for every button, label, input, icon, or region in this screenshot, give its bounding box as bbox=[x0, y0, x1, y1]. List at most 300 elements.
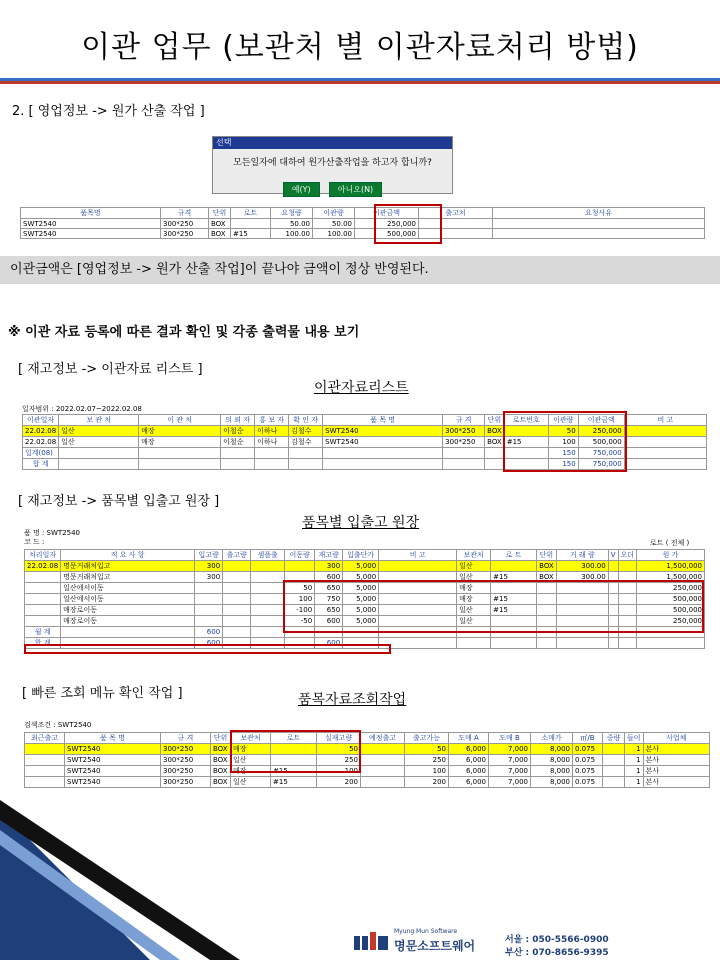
cell: 250,000 bbox=[355, 219, 419, 229]
report-title: 이관자료리스트 bbox=[314, 380, 409, 396]
cell bbox=[457, 638, 491, 649]
cell bbox=[195, 594, 223, 605]
cell: 150 bbox=[548, 459, 578, 470]
cell: 300*250 bbox=[443, 426, 485, 437]
col-header: 로 트 bbox=[491, 550, 537, 561]
cell: 50 bbox=[548, 426, 578, 437]
cell bbox=[624, 437, 706, 448]
table-row[interactable] bbox=[25, 755, 710, 766]
cell bbox=[25, 766, 65, 777]
cell: 8,000 bbox=[531, 766, 573, 777]
cell: 22.02.08 bbox=[23, 437, 59, 448]
cell: 100 bbox=[317, 766, 361, 777]
phone-busan: 부산 : 070-8656-9395 bbox=[505, 948, 609, 958]
cell: 100.00 bbox=[271, 229, 313, 239]
section-cost-calc: 2. [ 영업정보 -> 원가 산출 작업 ] bbox=[12, 104, 205, 119]
col-header: 품목명 bbox=[21, 208, 161, 219]
cell bbox=[251, 594, 285, 605]
col-header: 오더 bbox=[618, 550, 637, 561]
cell: 일산 bbox=[457, 561, 491, 572]
cell bbox=[59, 448, 139, 459]
cell: BOX bbox=[209, 219, 231, 229]
cell bbox=[25, 777, 65, 788]
phone-seoul: 서울 : 050-5566-0900 bbox=[505, 935, 609, 945]
cell bbox=[618, 638, 637, 649]
info-note: 이관금액은 [영업정보 -> 원가 산출 작업]이 끝나야 금액이 정상 반영된다. bbox=[0, 256, 720, 284]
cell: 150 bbox=[548, 448, 578, 459]
cell: 7,000 bbox=[489, 777, 531, 788]
highlight-box bbox=[230, 730, 361, 773]
cell: 합 계 bbox=[23, 459, 59, 470]
col-header: 이관금액 bbox=[355, 208, 419, 219]
cell: 이하나 bbox=[255, 426, 289, 437]
cell bbox=[603, 766, 625, 777]
cell: 일계(08) bbox=[23, 448, 59, 459]
cell bbox=[537, 638, 557, 649]
cell bbox=[251, 605, 285, 616]
cell bbox=[361, 744, 405, 755]
col-header: 요청사유 bbox=[493, 208, 705, 219]
col-header: 출고가능 bbox=[405, 733, 449, 744]
cell bbox=[139, 459, 221, 470]
col-header: 로트 bbox=[271, 733, 317, 744]
cell: #15 bbox=[271, 766, 317, 777]
cell: 250 bbox=[405, 755, 449, 766]
cell bbox=[255, 459, 289, 470]
cell: 매장로이동 bbox=[61, 605, 195, 616]
confirm-dialog bbox=[212, 136, 453, 194]
cell bbox=[493, 219, 705, 229]
cell: 500,000 bbox=[578, 437, 624, 448]
col-header: 단위 bbox=[211, 733, 231, 744]
cell: SWT2540 bbox=[323, 437, 443, 448]
cell: 300 bbox=[195, 572, 223, 583]
col-header: 실재고량 bbox=[317, 733, 361, 744]
cell: 1 bbox=[625, 766, 644, 777]
col-header: 확 인 자 bbox=[289, 415, 323, 426]
cell: BOX bbox=[485, 426, 505, 437]
cell bbox=[195, 605, 223, 616]
table-row[interactable] bbox=[21, 229, 705, 239]
cell: 300 bbox=[315, 561, 343, 572]
cell: 이철순 bbox=[221, 437, 255, 448]
col-header: 단위 bbox=[485, 415, 505, 426]
cell: SWT2540 bbox=[65, 744, 161, 755]
col-header: 최근출고 bbox=[25, 733, 65, 744]
cell: 매장 bbox=[231, 744, 271, 755]
cell: 300*250 bbox=[161, 744, 211, 755]
cell bbox=[379, 561, 457, 572]
cell: 50.00 bbox=[271, 219, 313, 229]
cell: 600 bbox=[195, 627, 223, 638]
cell: BOX bbox=[209, 229, 231, 239]
cell: #15 bbox=[231, 229, 271, 239]
cell: #15 bbox=[491, 605, 537, 616]
cell: 일산 bbox=[59, 426, 139, 437]
col-header: 재고량 bbox=[315, 550, 343, 561]
cell: 0.075 bbox=[573, 777, 603, 788]
cell: 7,000 bbox=[489, 744, 531, 755]
dialog-message: 모든일자에 대하여 원가산출작업을 하고자 합니까? bbox=[233, 158, 432, 168]
cell: 250,000 bbox=[637, 616, 705, 627]
cell: 일산에서이동 bbox=[61, 594, 195, 605]
cell: 650 bbox=[315, 605, 343, 616]
col-header: 사업체 bbox=[643, 733, 709, 744]
report-title: 품목별 입출고 원장 bbox=[302, 515, 420, 531]
cell: 월 계 bbox=[25, 627, 61, 638]
table-row[interactable] bbox=[25, 777, 710, 788]
cell: SWT2540 bbox=[65, 777, 161, 788]
cell: 300*250 bbox=[161, 229, 209, 239]
section-headline: ※ 이관 자료 등록에 따른 결과 확인 및 각종 출력물 내용 보기 bbox=[8, 325, 360, 340]
cell bbox=[231, 219, 271, 229]
cell bbox=[603, 777, 625, 788]
col-header: V bbox=[608, 550, 618, 561]
col-header: 이관일자 bbox=[23, 415, 59, 426]
cell bbox=[223, 627, 251, 638]
cell bbox=[624, 448, 706, 459]
cell: BOX bbox=[485, 437, 505, 448]
cell bbox=[25, 572, 61, 583]
cell: 일산 bbox=[59, 437, 139, 448]
cell bbox=[624, 426, 706, 437]
cell: 매장 bbox=[457, 583, 491, 594]
cell: 300.00 bbox=[556, 572, 608, 583]
col-header: 보관처 bbox=[457, 550, 491, 561]
table-row[interactable] bbox=[21, 219, 705, 229]
cell: 명문거래처입고 bbox=[61, 561, 195, 572]
col-header: 원 가 bbox=[637, 550, 705, 561]
ledger-lot: 로트 ( 전체 ) bbox=[650, 539, 690, 547]
cell bbox=[485, 459, 505, 470]
cell: 본사 bbox=[643, 755, 709, 766]
cell: 300*250 bbox=[161, 766, 211, 777]
cell bbox=[603, 744, 625, 755]
cell bbox=[361, 766, 405, 777]
col-header: 홍 보 자 bbox=[255, 415, 289, 426]
cell bbox=[608, 561, 618, 572]
cell: 본사 bbox=[643, 744, 709, 755]
cell: BOX bbox=[211, 777, 231, 788]
cell bbox=[195, 583, 223, 594]
col-header: 규 격 bbox=[161, 733, 211, 744]
cell bbox=[25, 616, 61, 627]
col-header: 비 고 bbox=[624, 415, 706, 426]
cell: BOX bbox=[211, 766, 231, 777]
col-header: 보관처 bbox=[231, 733, 271, 744]
cell: 5,000 bbox=[343, 605, 379, 616]
cell bbox=[361, 777, 405, 788]
cell bbox=[223, 583, 251, 594]
cell: 1 bbox=[625, 777, 644, 788]
cell: 본사 bbox=[643, 766, 709, 777]
cell: 600 bbox=[315, 572, 343, 583]
cell: SWT2540 bbox=[21, 229, 161, 239]
col-header: 들이 bbox=[625, 733, 644, 744]
cell: 김철수 bbox=[289, 426, 323, 437]
cell: 300*250 bbox=[161, 219, 209, 229]
cell bbox=[289, 448, 323, 459]
cell: 이철순 bbox=[221, 426, 255, 437]
cell bbox=[61, 627, 195, 638]
col-header: 입고량 bbox=[195, 550, 223, 561]
cell: 250,000 bbox=[637, 583, 705, 594]
cell bbox=[618, 561, 637, 572]
col-header: 중량 bbox=[603, 733, 625, 744]
col-header: 예정출고 bbox=[361, 733, 405, 744]
company-logo-icon bbox=[354, 932, 390, 952]
cell: 50.00 bbox=[313, 219, 355, 229]
cell: #15 bbox=[491, 594, 537, 605]
cell: SWT2540 bbox=[21, 219, 161, 229]
cell: 300.00 bbox=[556, 561, 608, 572]
col-header: 단위 bbox=[209, 208, 231, 219]
cell: 6,000 bbox=[449, 777, 489, 788]
cell bbox=[59, 459, 139, 470]
date-range: 일자범위 : 2022.02.07~2022.02.08 bbox=[22, 405, 142, 413]
cell bbox=[25, 583, 61, 594]
cell: #15 bbox=[491, 572, 537, 583]
highlight-box bbox=[24, 644, 391, 654]
cell bbox=[223, 594, 251, 605]
cell: 50 bbox=[317, 744, 361, 755]
col-header: 처리일자 bbox=[25, 550, 61, 561]
cell: 100 bbox=[548, 437, 578, 448]
cell bbox=[491, 638, 537, 649]
col-header: ㎡/B bbox=[573, 733, 603, 744]
cell bbox=[608, 638, 618, 649]
logo-en: Myung Mun Software bbox=[394, 928, 458, 935]
cell: 5,000 bbox=[343, 616, 379, 627]
cell: 1 bbox=[625, 744, 644, 755]
cell bbox=[25, 594, 61, 605]
cell bbox=[491, 561, 537, 572]
decorative-stripes bbox=[0, 800, 300, 960]
report-title: 품목자료조회작업 bbox=[298, 692, 407, 708]
cell: 750,000 bbox=[578, 459, 624, 470]
col-header: 이동량 bbox=[285, 550, 315, 561]
cell: 600 bbox=[315, 638, 343, 649]
cell: 1,500,000 bbox=[637, 561, 705, 572]
cell: 본사 bbox=[643, 777, 709, 788]
highlight-box bbox=[374, 204, 442, 244]
cell bbox=[223, 605, 251, 616]
col-header: 적 요 사 항 bbox=[61, 550, 195, 561]
section-quick-lookup: [ 빠른 조회 메뉴 확인 작업 ] bbox=[22, 686, 183, 701]
table-row[interactable] bbox=[25, 561, 705, 572]
cell bbox=[624, 459, 706, 470]
table-row[interactable] bbox=[25, 766, 710, 777]
cell: 22.02.08 bbox=[25, 561, 61, 572]
cell bbox=[323, 448, 443, 459]
cell: 일산 bbox=[457, 572, 491, 583]
cell: 합 계 bbox=[25, 638, 61, 649]
cell: 0.075 bbox=[573, 766, 603, 777]
cell bbox=[637, 638, 705, 649]
cell: 1 bbox=[625, 755, 644, 766]
cell: 6,000 bbox=[449, 744, 489, 755]
cell: -100 bbox=[285, 605, 315, 616]
dialog-caption: 선택 bbox=[213, 137, 452, 149]
cell: 매장로이동 bbox=[61, 616, 195, 627]
cell bbox=[223, 616, 251, 627]
cell: 500,000 bbox=[637, 605, 705, 616]
cell: 일산에서이동 bbox=[61, 583, 195, 594]
page-title: 이관 업무 (보관처 별 이관자료처리 방법) bbox=[81, 30, 639, 65]
cell: #15 bbox=[271, 777, 317, 788]
col-header: 출고량 bbox=[223, 550, 251, 561]
cell: 600 bbox=[195, 638, 223, 649]
title-divider-red bbox=[0, 81, 720, 84]
cell: 200 bbox=[317, 777, 361, 788]
cell bbox=[255, 448, 289, 459]
cell: 300*250 bbox=[161, 755, 211, 766]
cell: BOX bbox=[211, 755, 231, 766]
col-header: 품 목 명 bbox=[323, 415, 443, 426]
cell: 매장 bbox=[139, 437, 221, 448]
highlight-box bbox=[283, 580, 704, 633]
col-header: 출고처 bbox=[419, 208, 493, 219]
col-header: 이관량 bbox=[548, 415, 578, 426]
cell bbox=[485, 448, 505, 459]
col-header: 비 고 bbox=[379, 550, 457, 561]
cell bbox=[556, 638, 608, 649]
cell: -50 bbox=[285, 616, 315, 627]
ledger-code: 코 드 : bbox=[24, 538, 45, 546]
cell bbox=[139, 448, 221, 459]
cell: 5,000 bbox=[343, 572, 379, 583]
search-condition: 검색조건 : SWT2540 bbox=[24, 721, 92, 729]
cell: 6,000 bbox=[449, 766, 489, 777]
quick-lookup-table bbox=[24, 732, 710, 788]
cell: BOX bbox=[537, 572, 557, 583]
cell: 이하나 bbox=[255, 437, 289, 448]
col-header: 입출단가 bbox=[343, 550, 379, 561]
cell: 500,000 bbox=[355, 229, 419, 239]
cell: 250 bbox=[317, 755, 361, 766]
cell bbox=[443, 448, 485, 459]
cell: 300*250 bbox=[161, 777, 211, 788]
cell: 0.075 bbox=[573, 755, 603, 766]
cell: BOX bbox=[537, 561, 557, 572]
col-header: 소매가 bbox=[531, 733, 573, 744]
cell: 8,000 bbox=[531, 777, 573, 788]
cell bbox=[361, 755, 405, 766]
cell: 100 bbox=[405, 766, 449, 777]
cell: 일산 bbox=[457, 605, 491, 616]
cell: 300*250 bbox=[443, 437, 485, 448]
cell: 650 bbox=[315, 583, 343, 594]
col-header: 의 뢰 자 bbox=[221, 415, 255, 426]
col-header: 단위 bbox=[537, 550, 557, 561]
cell: 1,500,000 bbox=[637, 572, 705, 583]
cell: 8,000 bbox=[531, 755, 573, 766]
cell: 300 bbox=[195, 561, 223, 572]
cell: SWT2540 bbox=[65, 755, 161, 766]
cell: 100.00 bbox=[313, 229, 355, 239]
cell: 50 bbox=[285, 583, 315, 594]
cell bbox=[25, 755, 65, 766]
cell bbox=[251, 561, 285, 572]
no-button[interactable]: 아니오(N) bbox=[329, 182, 382, 197]
cell: 5,000 bbox=[343, 561, 379, 572]
section-transfer-list: [ 재고정보 -> 이관자료 리스트 ] bbox=[18, 362, 203, 377]
cell: 매장 bbox=[457, 594, 491, 605]
cell: 22.02.08 bbox=[23, 426, 59, 437]
col-header: 이관금액 bbox=[578, 415, 624, 426]
section-ledger: [ 재고정보 -> 품목별 입출고 원장 ] bbox=[18, 494, 220, 509]
cell: 750 bbox=[315, 594, 343, 605]
cell: 매장 bbox=[231, 766, 271, 777]
logo-ko: 명문소프트웨어 bbox=[394, 939, 476, 953]
cell: 매장 bbox=[139, 426, 221, 437]
col-header: 규격 bbox=[161, 208, 209, 219]
cell: BOX bbox=[211, 744, 231, 755]
table-row[interactable] bbox=[25, 744, 710, 755]
cell: 5,000 bbox=[343, 594, 379, 605]
col-header: 규 격 bbox=[443, 415, 485, 426]
cell bbox=[323, 459, 443, 470]
cell bbox=[223, 561, 251, 572]
cell: #15 bbox=[504, 437, 548, 448]
cell bbox=[285, 561, 315, 572]
cell bbox=[289, 459, 323, 470]
cell bbox=[251, 583, 285, 594]
cell: 50 bbox=[405, 744, 449, 755]
cell: 일산 bbox=[231, 777, 271, 788]
col-header: 도매 B bbox=[489, 733, 531, 744]
cell: 500,000 bbox=[637, 594, 705, 605]
cell bbox=[221, 459, 255, 470]
cell: SWT2540 bbox=[65, 766, 161, 777]
cell: 7,000 bbox=[489, 766, 531, 777]
col-header: 로트 bbox=[231, 208, 271, 219]
cell: 5,000 bbox=[343, 583, 379, 594]
ledger-item: 품 명 : SWT2540 bbox=[24, 529, 81, 537]
cell bbox=[25, 744, 65, 755]
cell: 6,000 bbox=[449, 755, 489, 766]
cell: 7,000 bbox=[489, 755, 531, 766]
cell: 750,000 bbox=[578, 448, 624, 459]
highlight-box bbox=[503, 411, 627, 472]
cell: 김철수 bbox=[289, 437, 323, 448]
cell: 0.075 bbox=[573, 744, 603, 755]
col-header: 샘플출 bbox=[251, 550, 285, 561]
cell bbox=[251, 627, 285, 638]
col-header: 품 목 명 bbox=[65, 733, 161, 744]
cell bbox=[251, 616, 285, 627]
cell: 600 bbox=[315, 616, 343, 627]
cell bbox=[443, 459, 485, 470]
cell bbox=[493, 229, 705, 239]
cell bbox=[603, 755, 625, 766]
cell bbox=[221, 448, 255, 459]
cell bbox=[251, 572, 285, 583]
col-header: 도매 A bbox=[449, 733, 489, 744]
cell bbox=[195, 616, 223, 627]
cell: 일산 bbox=[231, 755, 271, 766]
col-header: 로트번호 bbox=[504, 415, 548, 426]
cell: 250,000 bbox=[578, 426, 624, 437]
cell: 8,000 bbox=[531, 744, 573, 755]
cell: 일산 bbox=[457, 616, 491, 627]
col-header: 보 관 처 bbox=[59, 415, 139, 426]
cell bbox=[25, 605, 61, 616]
col-header: 이 관 처 bbox=[139, 415, 221, 426]
yes-button[interactable]: 예(Y) bbox=[283, 182, 320, 197]
cell: 명문거래처입고 bbox=[61, 572, 195, 583]
cell: SWT2540 bbox=[323, 426, 443, 437]
